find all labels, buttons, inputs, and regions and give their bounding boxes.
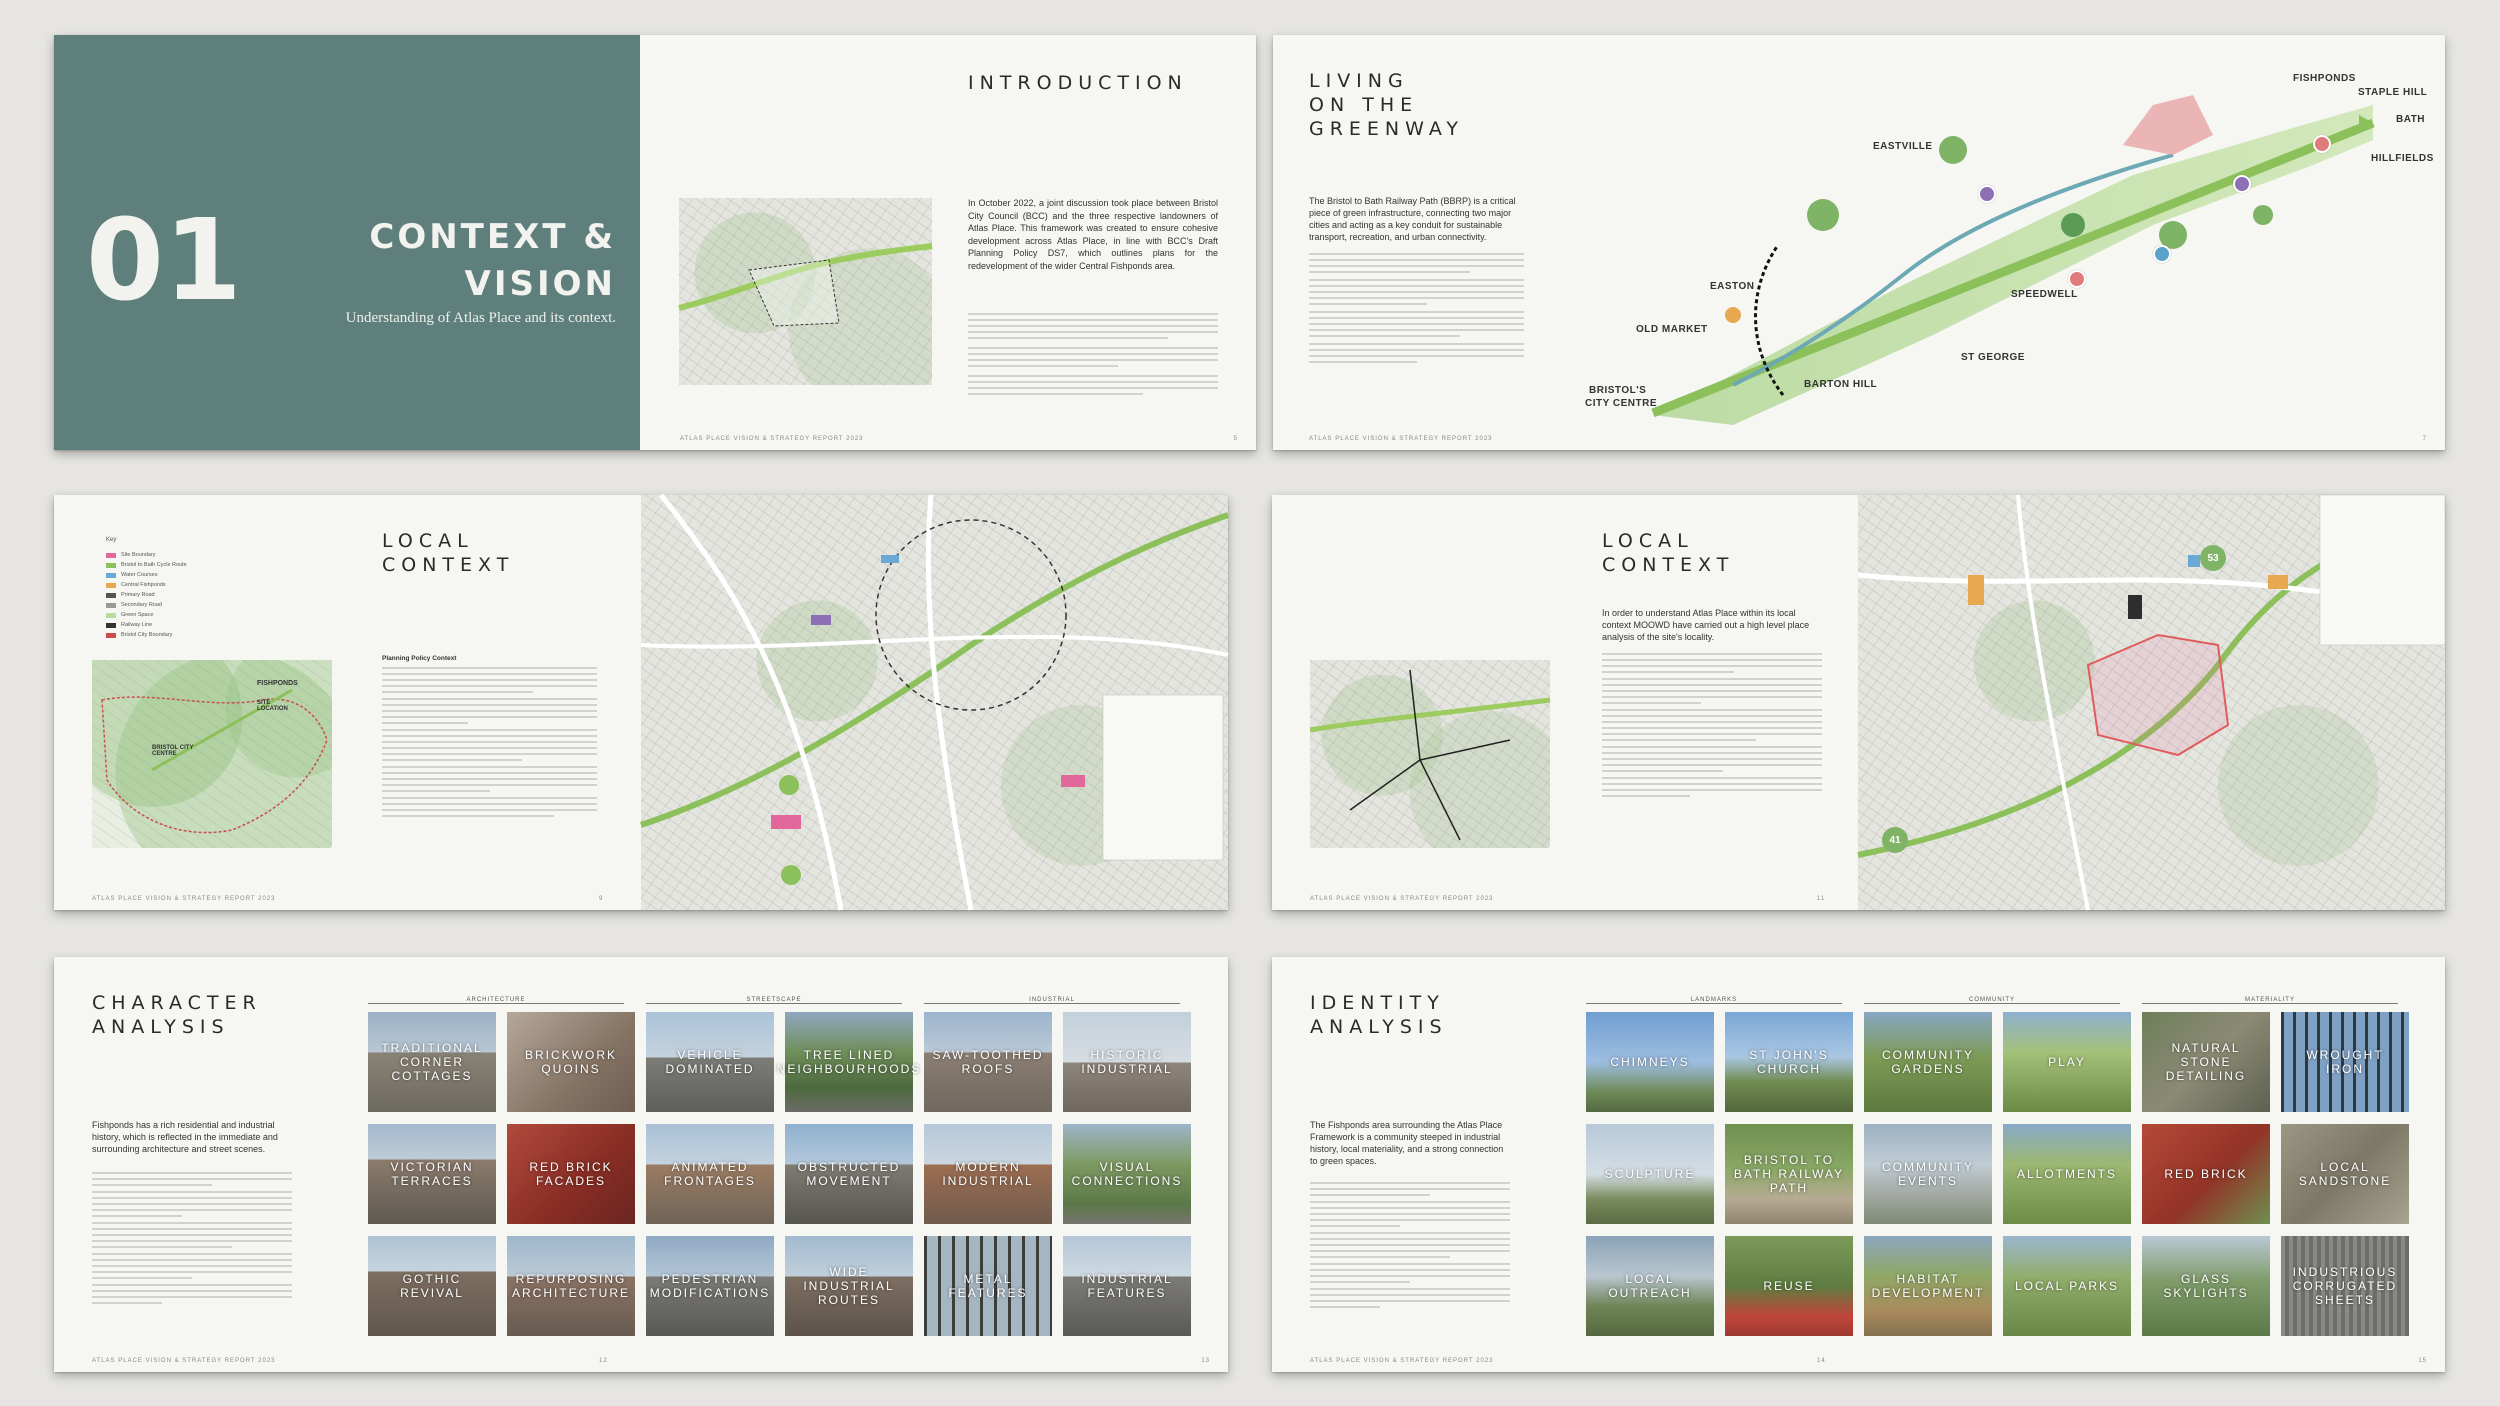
heading-line1: IDENTITY [1310, 992, 1445, 1014]
legend-item: Secondary Road [106, 600, 187, 610]
map-pin [2068, 270, 2086, 288]
footer-text: ATLAS PLACE VISION & STRATEGY REPORT 2023 [92, 896, 276, 902]
spread-greenway [1273, 35, 2445, 450]
place-speedwell: SPEEDWELL [2011, 289, 2078, 300]
category-divider [368, 1003, 624, 1004]
intro-site-map [679, 198, 932, 385]
planning-subhead: Planning Policy Context [382, 655, 457, 662]
legend-item: Bristol to Bath Cycle Route [106, 560, 187, 570]
photo-tile: NATURAL STONE DETAILING [2142, 1012, 2270, 1112]
identity-lead-text: The Fishponds area surrounding the Atlas Place Framework is a community steeped in industrial history, local materiality, and a strong connection to green spaces. [1310, 1120, 1504, 1166]
photo-tile: LOCAL SANDSTONE [2281, 1124, 2409, 1224]
heading-line1: LIVING [1309, 70, 1409, 92]
legend-item: Water Courses [106, 570, 187, 580]
legend-title: Key [106, 537, 117, 543]
legend-item: Site Boundary [106, 550, 187, 560]
photo-tile: ALLOTMENTS [2003, 1124, 2131, 1224]
page-number-right: 13 [1201, 1358, 1210, 1364]
movement-diagram-map [1310, 660, 1550, 848]
identity-body-text [1310, 1182, 1510, 1312]
legend-item: Primary Road [106, 590, 187, 600]
photo-tile: METAL FEATURES [924, 1236, 1052, 1336]
place-easton: EASTON [1710, 281, 1755, 292]
photo-tile: COMMUNITY GARDENS [1864, 1012, 1992, 1112]
place-fishponds: FISHPONDS [2293, 73, 2356, 84]
category-architecture: ARCHITECTURE [466, 997, 526, 1003]
intro-body-text [968, 313, 1218, 399]
page-heading: INTRODUCTION [968, 72, 1188, 94]
spread-intro [54, 35, 1256, 450]
badge-53: 53 [2200, 545, 2226, 571]
footer-text: ATLAS PLACE VISION & STRATEGY REPORT 2023 [680, 436, 864, 442]
heading-line2: CONTEXT [382, 554, 515, 576]
place-st-george: ST GEORGE [1961, 352, 2025, 363]
heading-line2: ANALYSIS [92, 1016, 230, 1038]
photo-tile: WROUGHT IRON [2281, 1012, 2409, 1112]
greenway-lead-text: The Bristol to Bath Railway Path (BBRP) is a critical piece of green infrastructure, connecting two major cities and acting as a key conduit for sustainable transport, recreation, and urban connectivity. [1309, 196, 1516, 242]
map-label-bristol: BRISTOL CITY CENTRE [152, 745, 194, 757]
map-label-fishponds: FISHPONDS [257, 680, 298, 687]
photo-tile: HABITAT DEVELOPMENT [1864, 1236, 1992, 1336]
category-landmarks: LANDMARKS [1690, 997, 1738, 1003]
category-divider [2142, 1003, 2398, 1004]
place-bath: BATH [2396, 114, 2426, 125]
planning-body-text [382, 667, 597, 821]
local-analysis-map [1858, 495, 2445, 910]
photo-tile: PLAY [2003, 1012, 2131, 1112]
photo-tile: VISUAL CONNECTIONS [1063, 1124, 1191, 1224]
place-old-market: OLD MARKET [1636, 324, 1708, 335]
character-body-text [92, 1172, 292, 1308]
photo-tile: ST JOHN'S CHURCH [1725, 1012, 1853, 1112]
local-context-map [641, 495, 1228, 910]
photo-tile: INDUSTRIOUS CORRUGATED SHEETS [2281, 1236, 2409, 1336]
legend-item: Railway Line [106, 620, 187, 630]
spread-identity-analysis [1272, 957, 2445, 1372]
category-divider [1864, 1003, 2120, 1004]
category-streetscape: STREETSCAPE [746, 997, 802, 1003]
page-number-left: 12 [599, 1358, 608, 1364]
page-number: 5 [1233, 436, 1238, 442]
page-number: 7 [2422, 436, 2427, 442]
photo-tile: BRISTOL TO BATH RAILWAY PATH [1725, 1124, 1853, 1224]
photo-tile: RED BRICK FACADES [507, 1124, 635, 1224]
place-staple-hill: STAPLE HILL [2358, 87, 2428, 98]
chapter-number: 01 [86, 196, 242, 326]
photo-tile: GLASS SKYLIGHTS [2142, 1236, 2270, 1336]
page-number-left: 14 [1817, 1358, 1826, 1364]
place-city-centre: CITY CENTRE [1585, 398, 1657, 409]
photo-tile: CHIMNEYS [1586, 1012, 1714, 1112]
map-label-site: SITE LOCATION [257, 700, 288, 712]
map-pin [2153, 245, 2171, 263]
photo-tile: LOCAL OUTREACH [1586, 1236, 1714, 1336]
photo-tile: COMMUNITY EVENTS [1864, 1124, 1992, 1224]
greenway-diagram [1653, 65, 2373, 425]
category-divider [646, 1003, 902, 1004]
photo-tile: GOTHIC REVIVAL [368, 1236, 496, 1336]
railway-path-route [679, 198, 932, 385]
place-eastville: EASTVILLE [1873, 141, 1933, 152]
badge-41: 41 [1882, 827, 1908, 853]
local2-lead-text: In order to understand Atlas Place within its local context MOOWD have carried out a high level place analysis of the site's locality. [1602, 608, 1810, 642]
photo-tile: OBSTRUCTED MOVEMENT [785, 1124, 913, 1224]
legend [106, 550, 187, 640]
footer-text: ATLAS PLACE VISION & STRATEGY REPORT 2023 [92, 1358, 276, 1364]
photo-tile: VICTORIAN TERRACES [368, 1124, 496, 1224]
page-number-right: 15 [2418, 1358, 2427, 1364]
category-divider [924, 1003, 1180, 1004]
photo-tile: ANIMATED FRONTAGES [646, 1124, 774, 1224]
photo-tile: HISTORIC INDUSTRIAL [1063, 1012, 1191, 1112]
photo-tile: TRADITIONAL CORNER COTTAGES [368, 1012, 496, 1112]
place-barton-hill: BARTON HILL [1804, 379, 1878, 390]
category-community: COMMUNITY [1969, 997, 2015, 1003]
greenway-body-text [1309, 253, 1524, 367]
photo-tile: TREE LINED NEIGHBOURHOODS [785, 1012, 913, 1112]
legend-item: Bristol City Boundary [106, 630, 187, 640]
photo-tile: VEHICLE DOMINATED [646, 1012, 774, 1112]
photo-tile: REUSE [1725, 1236, 1853, 1336]
category-materiality: MATERIALITY [2245, 997, 2295, 1003]
chapter-title-line1: CONTEXT & [369, 217, 616, 257]
photo-tile: RED BRICK [2142, 1124, 2270, 1224]
character-lead-text: Fishponds has a rich residential and industrial history, which is reflected in the immediate and surrounding architecture and street scenes. [92, 1120, 278, 1154]
map-pin [2233, 175, 2251, 193]
heading-line1: LOCAL [382, 530, 474, 552]
spread-character-analysis [54, 957, 1228, 1372]
map-pin [2313, 135, 2331, 153]
heading-line1: CHARACTER [92, 992, 262, 1014]
photo-tile: INDUSTRIAL FEATURES [1063, 1236, 1191, 1336]
photo-tile: SAW-TOOTHED ROOFS [924, 1012, 1052, 1112]
heading-line2: ANALYSIS [1310, 1016, 1448, 1038]
page-number: 11 [1817, 896, 1826, 902]
map-pin [1978, 185, 1996, 203]
chapter-title-line2: VISION [464, 264, 616, 304]
photo-tile: REPURPOSING ARCHITECTURE [507, 1236, 635, 1336]
heading-line2: ON THE [1309, 94, 1419, 116]
place-bristol: BRISTOL'S [1589, 385, 1647, 396]
spread-local-context-1 [54, 495, 1228, 910]
place-hillfields: HILLFIELDS [2371, 153, 2434, 164]
page-number: 9 [599, 896, 604, 902]
city-location-map [92, 660, 332, 848]
heading-line3: GREENWAY [1309, 118, 1465, 140]
intro-lead-text: In October 2022, a joint discussion took place between Bristol City Council (BCC) and the three respective landowners of Atlas Place. This framework was created to ensure cohesive development across Atlas Place, in line with BCC's Draft Planning Policy DS7, which outlines plans for the redevelopment of the wider Central Fishponds area. [968, 198, 1218, 271]
photo-tile: PEDESTRIAN MODIFICATIONS [646, 1236, 774, 1336]
footer-text: ATLAS PLACE VISION & STRATEGY REPORT 2023 [1310, 1358, 1494, 1364]
footer-text: ATLAS PLACE VISION & STRATEGY REPORT 2023 [1309, 436, 1493, 442]
category-divider [1586, 1003, 1842, 1004]
heading-line2: CONTEXT [1602, 554, 1735, 576]
category-industrial: INDUSTRIAL [1029, 997, 1075, 1003]
legend-item: Central Fishponds [106, 580, 187, 590]
photo-tile: WIDE INDUSTRIAL ROUTES [785, 1236, 913, 1336]
photo-tile: BRICKWORK QUOINS [507, 1012, 635, 1112]
chapter-subtitle: Understanding of Atlas Place and its context. [345, 310, 616, 326]
footer-text: ATLAS PLACE VISION & STRATEGY REPORT 2023 [1310, 896, 1494, 902]
photo-tile: SCULPTURE [1586, 1124, 1714, 1224]
legend-item: Green Space [106, 610, 187, 620]
photo-tile: MODERN INDUSTRIAL [924, 1124, 1052, 1224]
local2-body-text [1602, 653, 1822, 801]
spread-local-context-2 [1272, 495, 2445, 910]
heading-line1: LOCAL [1602, 530, 1694, 552]
photo-tile: LOCAL PARKS [2003, 1236, 2131, 1336]
